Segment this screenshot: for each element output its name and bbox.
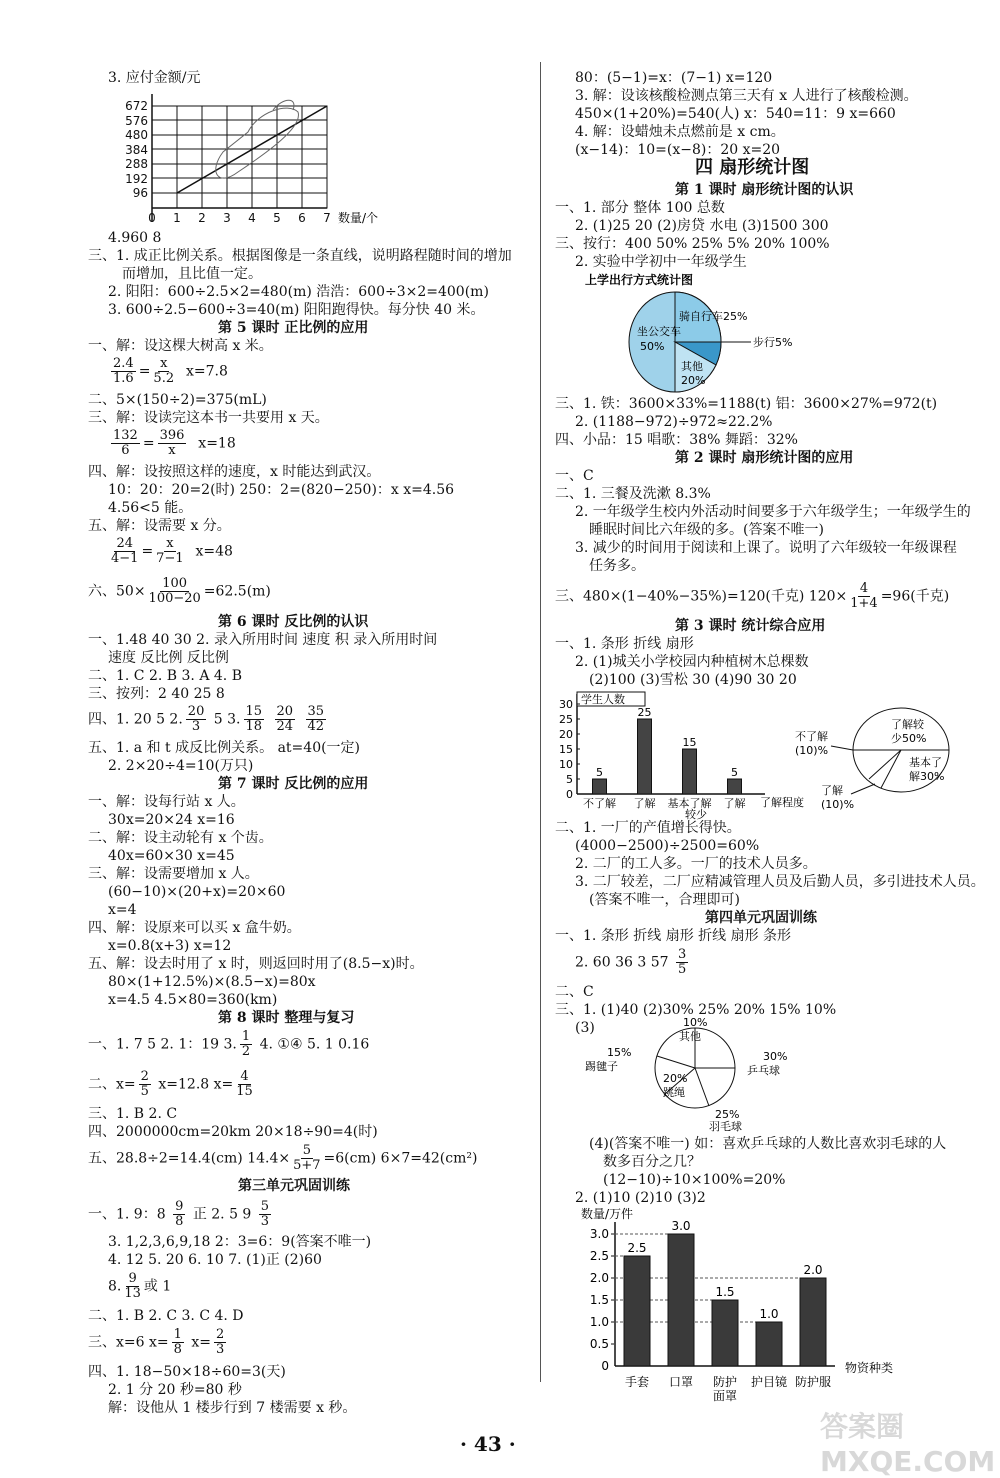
x-tick: 7	[323, 211, 331, 225]
other-label: 其他	[681, 360, 703, 373]
section-heading: 第 6 课时 反比例的认识	[218, 614, 369, 630]
bar-y-label: 学生人数	[581, 693, 625, 706]
text-line: 睡眠时间比六年级的多。(答案不唯一)	[589, 522, 824, 538]
fraction-line: 六、50× $\frac{100}{100-20}$ =62.5(m)	[88, 576, 271, 606]
text-line: 三、1. (1)40 (2)30% 25% 20% 15% 10%	[555, 1002, 837, 1018]
rope-pct: 20%	[663, 1072, 688, 1085]
fraction: $\frac{2.4}{1.6}$	[113, 356, 134, 386]
text-line: (60−10)×(20+x)=20×60	[108, 884, 286, 900]
bar1-y-tick: 20	[559, 728, 573, 741]
column-divider	[540, 62, 541, 1382]
text-line: 一、1. 条形 折线 扇形 折线 扇形 条形	[555, 928, 792, 944]
text-line: 2. 阳阳：600÷2.5×2=480(m) 浩浩：600÷3×2=400(m)	[108, 284, 489, 300]
fraction-line: 8. $\frac{9}{13}$ 或 1	[108, 1271, 172, 1301]
y-tick: 384	[125, 143, 148, 157]
fraction: $\frac{4}{1+4}$	[850, 581, 878, 611]
bar1-category-label: 不了解	[583, 797, 616, 810]
text-line: 3. 解：设该核酸检测点第三天有 x 人进行了核酸检测。	[575, 88, 918, 104]
x-tick: 4	[248, 211, 256, 225]
text-line: 二、1. B 2. C 3. C 4. D	[88, 1308, 244, 1324]
bar2-category-label: 护目镜	[750, 1375, 788, 1389]
section-heading: 第 5 课时 正比例的应用	[218, 320, 369, 336]
text-line: 数多百分之几？	[603, 1154, 701, 1170]
fraction: $\frac{x}{5.2}$	[153, 356, 175, 386]
text-line: 二、C	[555, 984, 594, 1000]
bar1-category-label: 了解	[723, 797, 746, 810]
fraction: $\frac{2}{3}$	[215, 1327, 225, 1357]
bar2-y-label: 数量/万件	[581, 1207, 634, 1221]
fraction-line: 一、1. 9：8 $\frac{9}{8}$ 正 2. 5 9 $\frac{5}{3}$	[88, 1199, 270, 1229]
section-heading: 第 8 课时 整理与复习	[218, 1010, 355, 1026]
text-line: 一、解：设每行站 x 人。	[88, 794, 245, 810]
text-line: 4.960 8	[108, 230, 162, 246]
text-line: 五、1. a 和 t 成反比例关系。 at=40(一定)	[88, 740, 361, 756]
bar2-value-label: 3.0	[671, 1219, 691, 1233]
bar2-y-tick: 1.0	[589, 1315, 609, 1329]
text-line: 二、解：设主动轮有 x 个齿。	[88, 830, 273, 846]
text-line: 2. (1188−972)÷972≈22.2%	[575, 414, 773, 430]
sports-pie-chart	[585, 1016, 845, 1133]
pie-b: 不了解	[795, 730, 828, 743]
text-line: 10：20：20=2(时) 250：2=(820−250)：x x=4.56	[108, 482, 455, 498]
bar1-bar	[683, 749, 697, 794]
text-line: 3. 1,2,3,6,9,18 2：3=6：9(答案不唯一)	[108, 1234, 372, 1250]
text-line: 速度 反比例 反比例	[108, 650, 229, 666]
text-line: 二、1. C 2. B 3. A 4. B	[88, 668, 242, 684]
text-line: 2. 一年级学生校内外活动时间要多于六年级学生；一年级学生的	[575, 504, 971, 520]
bar2-category-label: 防护服	[794, 1375, 832, 1389]
text-line: 2. 二厂的工人多。一厂的技术人员多。	[575, 856, 817, 872]
bar2-bar	[712, 1300, 738, 1366]
fraction: $\frac{9}{8}$	[175, 1199, 184, 1229]
bar1-y-tick: 25	[559, 713, 573, 726]
bar2-category-label: 手套	[624, 1375, 650, 1389]
bar2-bar	[800, 1278, 826, 1366]
bar1-value-label: 25	[637, 706, 652, 719]
fraction-line: 一、1. 7 5 2. 1：19 3. $\frac{1}{2}$ 4. ①④ 5. 1 0.16	[88, 1029, 370, 1059]
fraction: $\frac{x}{7-1}$	[156, 536, 184, 566]
bar1-y-tick: 0	[566, 788, 573, 801]
text-line: 一、1. 部分 整体 100 总数	[555, 200, 725, 216]
text-line: 一、解：设这棵大树高 x 米。	[88, 338, 273, 354]
fraction: $\frac{5}{3}$	[260, 1199, 270, 1229]
bus-label: 坐公交车	[637, 325, 681, 338]
fraction: $\frac{9}{13}$	[124, 1271, 141, 1301]
bar-cat-line2: 较少	[685, 808, 707, 821]
bar1-category-label: 基本了解	[667, 797, 712, 810]
bar2-y-tick: 1.5	[589, 1293, 609, 1307]
bar2-category-label: 防护	[712, 1375, 738, 1389]
pie-d: 了解	[821, 784, 843, 797]
bike-label: 骑自行车25%	[679, 310, 748, 323]
text-line: 30x=20×24 x=16	[108, 812, 235, 828]
x-tick: 1	[173, 211, 181, 225]
section-heading: 第 1 课时 扇形统计图的认识	[675, 182, 854, 198]
walk-label: 步行5%	[753, 336, 793, 349]
y-tick: 96	[132, 186, 148, 200]
fraction: $\frac{396}{x}$	[159, 428, 185, 458]
text-line: (2)100 (3)雪松 30 (4)90 30 20	[589, 672, 797, 688]
fraction-line: $\frac{132}{6}$ = $\frac{396}{x}$ x=18	[113, 428, 236, 458]
text-line: 二、5×(150÷2)=375(mL)	[88, 392, 267, 408]
pie-b2: (10)%	[795, 744, 829, 757]
bar1-value-label: 5	[596, 766, 603, 779]
supplies-bar-chart	[555, 1206, 925, 1406]
text-line: 3. 减少的时间用于阅读和上课了。说明了六年级较一年级课程	[575, 540, 957, 556]
text-line: 二、1. 一厂的产值增长得快。	[555, 820, 741, 836]
fraction: $\frac{35}{42}$	[307, 704, 325, 734]
bad-label: 羽毛球	[709, 1120, 742, 1133]
bar2-y-tick: 0	[601, 1359, 609, 1373]
fraction: $\frac{20}{3}$	[187, 704, 205, 734]
text-line: 3. 600÷2.5−600÷3=40(m) 阳阳跑得快。每分快 40 米。	[108, 302, 485, 318]
fraction: $\frac{1}{8}$	[173, 1327, 182, 1357]
bar1-bar	[638, 719, 652, 794]
fraction-line: 四、1. 20 5 2. $\frac{20}{3}$ 5 3. $\frac{15}{18}$ $\frac{20}{24}$ $\frac{35}{42}$	[88, 704, 325, 734]
text-line: 四、解：设按照这样的速度，x 时能达到武汉。	[88, 464, 381, 480]
section-heading: 第四单元巩固训练	[705, 910, 817, 926]
text-line: (12−10)÷10×100%=20%	[603, 1172, 786, 1188]
fraction: $\frac{100}{100-20}$	[148, 576, 201, 606]
fraction-line: 五、28.8÷2=14.4(cm) 14.4× $\frac{5}{5+7}$ =6(cm) 6×7=42(cm²)	[88, 1143, 478, 1173]
bar1-bar	[593, 779, 607, 794]
fraction: $\frac{3}{5}$	[677, 947, 687, 977]
text-line: 而增加，且比值一定。	[122, 266, 262, 282]
bar2-value-label: 1.5	[715, 1285, 735, 1299]
text-line: (3)	[575, 1020, 595, 1036]
bar2-y-tick: 2.0	[589, 1271, 609, 1285]
bar2-value-label: 2.5	[627, 1241, 647, 1255]
section-heading: 第 2 课时 扇形统计图的应用	[675, 450, 854, 466]
x-tick: 2	[198, 211, 206, 225]
text-line: 五、解：设需要 x 分。	[88, 518, 231, 534]
bar2-bar	[668, 1234, 694, 1366]
text-line: 2. (1)10 (2)10 (3)2	[575, 1190, 706, 1206]
other-pct: 20%	[681, 374, 706, 387]
pie-d2: (10)%	[821, 798, 855, 811]
bus-pct: 50%	[640, 340, 665, 353]
q3-label: 3. 应付金额/元	[108, 70, 201, 86]
bar1-y-tick: 10	[559, 758, 573, 771]
text-line: (4)(答案不唯一) 如：喜欢乒乓球的人数比喜欢羽毛球的人	[589, 1136, 947, 1152]
bar1-bar	[728, 779, 742, 794]
x-tick-labels	[148, 211, 331, 225]
text-line: 解：设他从 1 楼步行到 7 楼需要 x 秒。	[108, 1400, 357, 1416]
pie-c: 基本了	[909, 756, 942, 769]
bar1-y-tick: 30	[559, 698, 573, 711]
bar2-y-tick: 0.5	[589, 1337, 609, 1351]
section-heading: 第三单元巩固训练	[238, 1178, 350, 1194]
bar2-x-label: 物资种类	[845, 1361, 894, 1375]
text-line: 三、1. B 2. C	[88, 1106, 178, 1122]
bad-pct: 25%	[715, 1108, 740, 1121]
text-line: 三、解：设读完这本书一共要用 x 天。	[88, 410, 329, 426]
pie-a: 了解较	[891, 718, 924, 731]
text-line: 一、C	[555, 468, 594, 484]
text-line: 三、1. 成正比例关系。根据图像是一条直线，说明路程随时间的增加	[88, 248, 512, 264]
y-tick: 576	[125, 114, 148, 128]
travel-pie-chart	[575, 270, 875, 395]
text-line: x=4.5 4.5×80=360(km)	[108, 992, 278, 1008]
fraction: $\frac{24}{4-1}$	[111, 536, 139, 566]
fraction: $\frac{20}{24}$	[276, 704, 294, 734]
y-tick: 288	[125, 157, 148, 171]
text-line: 任务多。	[589, 558, 645, 574]
fraction: $\frac{132}{6}$	[113, 428, 138, 458]
text-line: 三、按列：2 40 25 8	[88, 686, 225, 702]
text-line: 2. (1)25 20 (2)房贷 水电 (3)1500 300	[575, 218, 829, 234]
x-tick: 6	[298, 211, 306, 225]
text-line: 四、小品：15 唱歌：38% 舞蹈：32%	[555, 432, 798, 448]
fraction-line: $\frac{24}{4-1}$ = $\frac{x}{7-1}$ x=48	[111, 536, 233, 566]
fraction-line: 三、480×(1−40%−35%)=120(千克) 120× $\frac{4}{1+4}$ =96(千克)	[555, 581, 950, 611]
jian-label: 踢毽子	[585, 1060, 618, 1073]
watermark: 答案圈 MXQE.COM	[820, 1410, 996, 1478]
other-pct: 10%	[683, 1016, 708, 1029]
text-line: (答案不唯一，合理即可)	[589, 892, 740, 908]
text-line: 4. 12 5. 20 6. 10 7. (1)正 (2)60	[108, 1252, 322, 1268]
other-label: 其他	[679, 1030, 701, 1043]
fraction-line: 二、x= $\frac{2}{5}$ x=12.8 x= $\frac{4}{15}$	[88, 1069, 253, 1099]
y-tick: 480	[125, 128, 148, 142]
y-tick-labels	[125, 99, 148, 200]
text-line: 五、解：设去时用了 x 时，则返回时用了(8.5−x)时。	[88, 956, 424, 972]
text-line: 450×(1+20%)=540(人) x：540=11：9 x=660	[575, 106, 896, 122]
x-tick: 3	[223, 211, 231, 225]
text-line: 四、2000000cm=20km 20×18÷90=4(时)	[88, 1124, 378, 1140]
bar1-value-label: 5	[731, 766, 738, 779]
ping-pct: 30%	[763, 1050, 788, 1063]
payment-line-chart	[98, 92, 398, 242]
bar2-value-label: 2.0	[803, 1263, 823, 1277]
pie-a2: 少50%	[891, 732, 927, 745]
bar1-y-tick: 15	[559, 743, 573, 756]
text-line: 2. 实验中学初中一年级学生	[575, 254, 747, 270]
text-line: 80：(5−1)=x：(7−1) x=120	[575, 70, 773, 86]
knowledge-pie-chart	[791, 690, 971, 820]
chapter-heading: 四 扇形统计图	[695, 157, 810, 178]
rope-label: 跳绳	[663, 1086, 685, 1099]
text-line: 一、1. 条形 折线 扇形	[555, 636, 694, 652]
text-line: 三、1. 铁：3600×33%=1188(t) 铝：3600×27%=972(t)	[555, 396, 938, 412]
bar1-y-tick: 5	[566, 773, 573, 786]
text-line: 2. 2×20÷4=10(万只)	[108, 758, 254, 774]
bar2-bar	[624, 1256, 650, 1366]
x-tick: 5	[273, 211, 281, 225]
text-line: 4. 解：设蜡烛未点燃前是 x cm。	[575, 124, 785, 140]
bar2-y-tick: 2.5	[589, 1249, 609, 1263]
text-line: 2. 1 分 20 秒=80 秒	[108, 1382, 242, 1398]
fraction: $\frac{1}{2}$	[241, 1029, 251, 1059]
fraction: $\frac{4}{15}$	[236, 1069, 253, 1099]
text-line: 三、按行：400 50% 25% 5% 20% 100%	[555, 236, 830, 252]
text-line: (4000−2500)÷2500=60%	[575, 838, 760, 854]
bar2-y-tick: 3.0	[589, 1227, 609, 1241]
ping-label: 乒乓球	[747, 1064, 780, 1077]
y-tick: 672	[125, 99, 148, 113]
bar2-bar	[756, 1322, 782, 1366]
text-line: 一、1.48 40 30 2. 录入所用时间 速度 积 录入所用时间	[88, 632, 438, 648]
fraction: $\frac{2}{5}$	[140, 1069, 149, 1099]
bar1-value-label: 15	[682, 736, 697, 749]
bar-x-label: 了解程度	[760, 796, 804, 809]
text-line: 二、1. 三餐及洗漱 8.3%	[555, 486, 711, 502]
fraction-line: 三、x=6 x= $\frac{1}{8}$ x= $\frac{2}{3}$	[88, 1327, 225, 1357]
fraction-line: 2. 60 36 3 57 $\frac{3}{5}$	[575, 947, 687, 977]
bar1-category-label: 了解	[633, 797, 656, 810]
text-line: 80×(1+12.5%)×(8.5−x)=80x	[108, 974, 316, 990]
text-line: 四、解：设原来可以买 x 盒牛奶。	[88, 920, 301, 936]
text-line: 三、解：设需要增加 x 人。	[88, 866, 259, 882]
x-tick: 0	[148, 211, 156, 225]
student-bar-chart	[555, 690, 804, 821]
section-heading: 第 3 课时 统计综合应用	[675, 618, 826, 634]
text-line: 4.56<5 能。	[108, 500, 193, 516]
bar2-value-label: 1.0	[759, 1307, 779, 1321]
page-number: · 43 ·	[460, 1432, 516, 1456]
bar2-category-label: 口罩	[668, 1375, 694, 1389]
text-line: x=0.8(x+3) x=12	[108, 938, 232, 954]
fraction: $\frac{5}{5+7}$	[293, 1143, 321, 1173]
text-line: 40x=60×30 x=45	[108, 848, 235, 864]
text-line: 2. (1)城关小学校园内种植树木总棵数	[575, 654, 809, 670]
section-heading: 第 7 课时 反比例的应用	[218, 776, 369, 792]
jian-pct: 15%	[607, 1046, 632, 1059]
pie-c2: 解30%	[909, 770, 945, 783]
text-line: 四、1. 18−50×18÷60=3(天)	[88, 1364, 286, 1380]
text-line: (x−14)：10=(x−8)：20 x=20	[575, 142, 781, 158]
text-line: x=4	[108, 902, 137, 918]
fraction-line: $\frac{2.4}{1.6}$ = $\frac{x}{5.2}$ x=7.8	[113, 356, 228, 386]
pie-title: 上学出行方式统计图	[585, 273, 694, 287]
y-tick: 192	[125, 172, 148, 186]
x-axis-label: 数量/个	[338, 211, 379, 225]
text-line: 3. 二厂较差，二厂应精减管理人员及后勤人员，多引进技术人员。	[575, 874, 985, 890]
bar2-cat-line2: 面罩	[713, 1389, 738, 1403]
fraction: $\frac{15}{18}$	[245, 704, 263, 734]
